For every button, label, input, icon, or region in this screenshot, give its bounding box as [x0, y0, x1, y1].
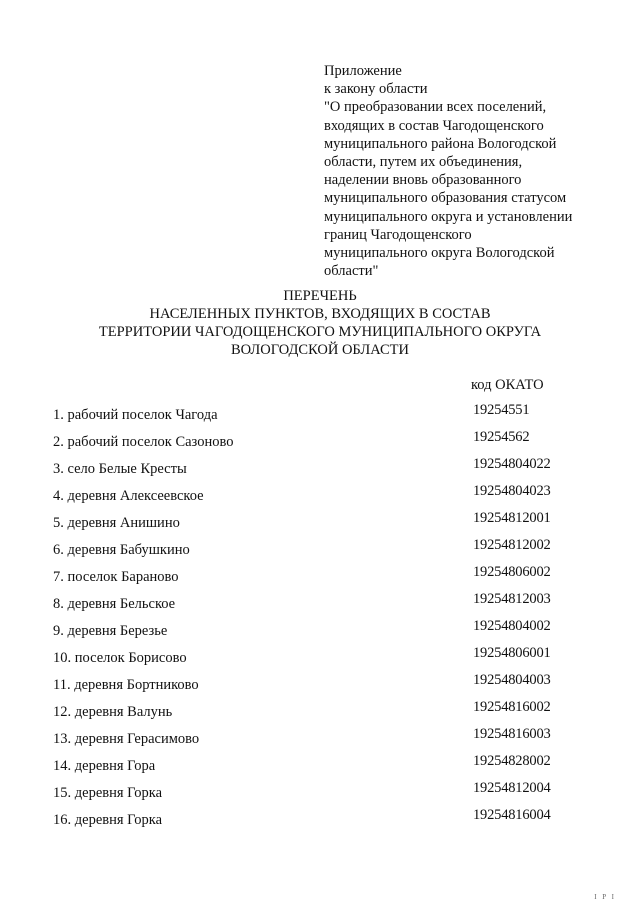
settlement-name: 8. деревня Бельское	[53, 596, 176, 612]
title-line: ВОЛОГОДСКОЙ ОБЛАСТИ	[231, 342, 409, 358]
appendix-line: входящих в состав Чагодощенского	[324, 117, 544, 134]
list-item	[0, 728, 640, 755]
settlement-name: 6. деревня Бабушкино	[53, 542, 190, 558]
okato-code: 19254804002	[473, 618, 551, 634]
appendix-line: границ Чагодощенского	[324, 226, 472, 243]
list-item	[0, 755, 640, 782]
okato-code: 19254806001	[473, 645, 551, 661]
list-item	[0, 647, 640, 674]
settlement-name: 11. деревня Бортниково	[53, 677, 199, 693]
list-item	[0, 566, 640, 593]
appendix-line: области, путем их объединения,	[324, 154, 523, 171]
list-item	[0, 485, 640, 512]
list-item	[0, 782, 640, 809]
okato-code: 19254551	[473, 402, 530, 418]
okato-code: 19254812004	[473, 780, 551, 796]
okato-code: 19254812001	[473, 510, 551, 526]
settlement-name: 3. село Белые Кресты	[53, 461, 187, 477]
appendix-line: Приложение	[324, 63, 402, 79]
list-item	[0, 809, 640, 836]
appendix-line: муниципального округа и установлении	[324, 208, 573, 225]
okato-code: 19254816004	[473, 807, 551, 823]
appendix-line: муниципального округа Вологодской	[324, 245, 555, 262]
settlement-name: 10. поселок Борисово	[53, 650, 187, 666]
settlement-list	[0, 404, 640, 836]
settlement-name: 5. деревня Анишино	[53, 515, 180, 531]
appendix-line: наделении вновь образованного	[324, 172, 522, 189]
page-footer-mark: I P I	[594, 893, 616, 901]
settlement-name: 15. деревня Горка	[53, 785, 163, 801]
list-item	[0, 620, 640, 647]
list-item	[0, 431, 640, 458]
list-item	[0, 458, 640, 485]
title-line: ПЕРЕЧЕНЬ	[283, 288, 357, 304]
list-item	[0, 593, 640, 620]
okato-code: 19254804023	[473, 483, 551, 499]
settlement-name: 16. деревня Горка	[53, 812, 163, 828]
okato-code: 19254804022	[473, 456, 551, 472]
appendix-line: "О преобразовании всех поселений,	[324, 99, 547, 116]
settlement-name: 9. деревня Березье	[53, 623, 168, 639]
okato-code: 19254816003	[473, 726, 551, 742]
okato-code: 19254816002	[473, 699, 551, 715]
settlement-name: 13. деревня Герасимово	[53, 731, 200, 747]
list-item	[0, 539, 640, 566]
okato-code: 19254804003	[473, 672, 551, 688]
okato-code: 19254806002	[473, 564, 551, 580]
settlement-name: 4. деревня Алексеевское	[53, 488, 204, 504]
okato-code: 19254828002	[473, 753, 551, 769]
settlement-name: 12. деревня Валунь	[53, 704, 173, 720]
okato-code: 19254812002	[473, 537, 551, 553]
appendix-line: муниципального образования статусом	[324, 190, 567, 207]
settlement-name: 1. рабочий поселок Чагода	[53, 407, 218, 423]
list-item	[0, 512, 640, 539]
list-item	[0, 404, 640, 431]
appendix-line: области"	[324, 263, 379, 280]
appendix-header	[324, 62, 624, 280]
settlement-name: 7. поселок Бараново	[53, 569, 179, 585]
title-line: НАСЕЛЕННЫХ ПУНКТОВ, ВХОДЯЩИХ В СОСТАВ	[149, 306, 491, 322]
okato-code: 19254562	[473, 429, 530, 445]
okato-column-header: код ОКАТО	[471, 377, 544, 393]
settlement-name: 14. деревня Гора	[53, 758, 156, 774]
list-item	[0, 674, 640, 701]
appendix-line: к закону области	[324, 81, 428, 98]
okato-code: 19254812003	[473, 591, 551, 607]
title-line: ТЕРРИТОРИИ ЧАГОДОЩЕНСКОГО МУНИЦИПАЛЬНОГО ОКРУГА	[98, 324, 542, 340]
document-title	[0, 287, 640, 359]
appendix-line: муниципального района Вологодской	[324, 135, 557, 152]
settlement-name: 2. рабочий поселок Сазоново	[53, 434, 234, 450]
list-item	[0, 701, 640, 728]
